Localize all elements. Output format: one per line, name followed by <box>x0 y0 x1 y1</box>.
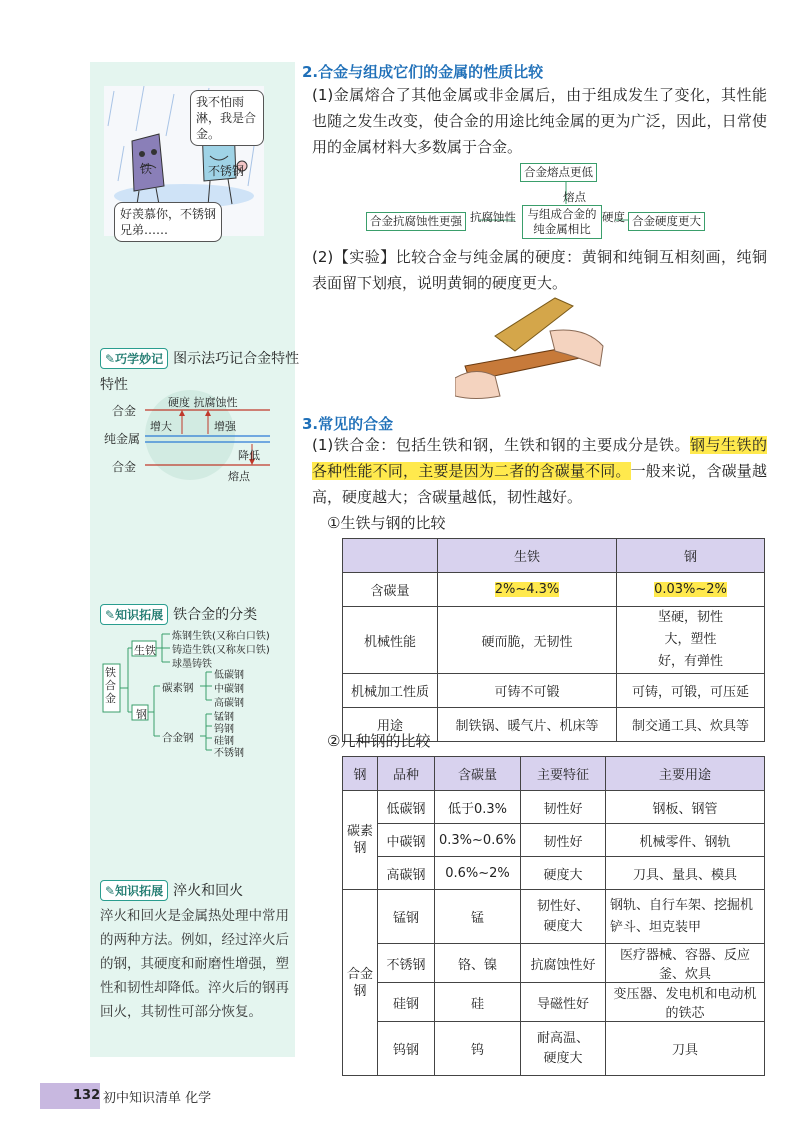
speech-bubble-steel: 我不怕雨淋，我是合金。 <box>190 90 264 146</box>
table-cell: 变压器、发电机和电动机的铁芯 <box>605 983 764 1022</box>
table-cell: 0.6%~2% <box>435 857 521 890</box>
box-hardness-higher: 合金硬度更大 <box>628 212 705 231</box>
table-row <box>343 791 765 824</box>
tip-tag: ✎巧学妙记 <box>100 348 168 369</box>
table-cell: 锰 <box>435 890 521 944</box>
section3-p1: (1)铁合金：包括生铁和钢，生铁和钢的主要成分是铁。钢与生铁的各种性能不同，主要是因为二者的含碳量不同。一般来说，含碳量越高，硬度越大；含碳量越低，韧性越好。 <box>312 436 767 506</box>
table1-title: ①生铁与钢的比较 <box>327 514 446 532</box>
table-row <box>343 890 765 944</box>
tree-alloy-item: 锰钢 <box>214 712 234 723</box>
section2-p2: (2)【实验】比较合金与纯金属的硬度：黄铜和纯铜互相刻画，纯铜表面留下划痕，说明黄铜的硬度更大。 <box>312 248 767 292</box>
diagram-alloy-bottom: 合金 <box>112 460 137 474</box>
tip-title-wrap: 特性 <box>100 377 128 393</box>
diagram-pure-metal: 纯金属 <box>104 432 141 446</box>
label-corrosion: 抗腐蚀性 <box>470 210 516 224</box>
table-cell: 机械加工性质 <box>343 674 438 708</box>
box-melting-lower: 合金熔点更低 <box>520 163 597 182</box>
table-cell: 医疗器械、容器、反应釜、炊具 <box>605 944 764 983</box>
tip-title: 图示法巧记合金特性 <box>173 351 300 367</box>
ext1-tag: ✎知识拓展 <box>100 604 168 625</box>
table-cell: 中碳钢 <box>378 824 435 857</box>
table-cell: 韧性好 <box>520 824 605 857</box>
diagram-melting: 熔点 <box>228 470 250 483</box>
table-header: 主要特征 <box>520 757 605 791</box>
table-row <box>343 674 765 708</box>
ext2-tag: ✎知识拓展 <box>100 880 168 901</box>
table-cell: 韧性好、硬度大 <box>520 890 605 944</box>
book-icon: ✎ <box>105 608 116 622</box>
label-melting: 熔点 <box>563 190 586 204</box>
table-header: 品种 <box>378 757 435 791</box>
table-header <box>343 539 438 573</box>
table-row <box>343 573 765 607</box>
diagram-alloy-top: 合金 <box>112 404 137 418</box>
tree-carbon-item: 低碳钢 <box>214 670 244 681</box>
table-cell: 高碳钢 <box>378 857 435 890</box>
table-cell: 硬而脆，无韧性 <box>438 607 617 674</box>
table-cell: 耐高温、硬度大 <box>520 1022 605 1076</box>
label-stainless-steel: 不锈钢 <box>208 164 245 178</box>
tree-alloy-steel: 合金钢 <box>162 732 194 744</box>
table-cell: 硬度大 <box>520 857 605 890</box>
table-row <box>343 983 765 1022</box>
tree-alloy-item: 不锈钢 <box>214 748 244 759</box>
table-cell: 钨钢 <box>378 1022 435 1076</box>
speech-bubble-iron: 好羡慕你，不锈钢兄弟…… <box>114 202 222 242</box>
table-header: 钢 <box>617 539 765 573</box>
table-cell: 硅 <box>435 983 521 1022</box>
table-cell: 钨 <box>435 1022 521 1076</box>
ext2-text: 淬火和回火是金属热处理中常用的两种方法。例如，经过淬火后的钢，其硬度和耐磨性增强，塑性和韧性却降低。淬火后的钢再回火，其韧性可部分恢复。 <box>100 908 289 1020</box>
label-hardness: 硬度 <box>602 210 625 224</box>
tip-header <box>100 348 299 369</box>
diagram-enhance: 增强 <box>214 420 236 433</box>
table-cell: 韧性好 <box>520 791 605 824</box>
table-cell: 0.03%~2% <box>617 573 765 607</box>
group-carbon-steel: 碳素钢 <box>343 791 378 890</box>
table-cell: 机械零件、钢轨 <box>605 824 764 857</box>
diagram-decrease: 降低 <box>238 449 260 462</box>
ext1-header <box>100 604 257 625</box>
table-cell: 含碳量 <box>343 573 438 607</box>
table2-title: ②几种钢的比较 <box>327 732 431 750</box>
table-row <box>343 1022 765 1076</box>
table-cell: 锰钢 <box>378 890 435 944</box>
section3-heading: 3.常见的合金 <box>302 415 394 433</box>
table-cell: 铬、镍 <box>435 944 521 983</box>
box-center: 与组成合金的纯金属相比 <box>522 205 602 239</box>
ext2-title: 淬火和回火 <box>173 883 244 899</box>
tree-alloy-item: 硅钢 <box>214 736 234 747</box>
table-cell: 刀具、量具、模具 <box>605 857 764 890</box>
table-row <box>343 944 765 983</box>
tree-root: 铁合金 <box>105 666 116 705</box>
steel-types-table <box>342 756 765 1076</box>
group-alloy-steel: 合金钢 <box>343 890 378 1076</box>
table-cell: 坚硬，韧性大，塑性好，有弹性 <box>617 607 765 674</box>
table-cell: 用途 <box>343 708 438 742</box>
table-cell: 硅钢 <box>378 983 435 1022</box>
table-row <box>343 824 765 857</box>
table-cell: 可铸不可锻 <box>438 674 617 708</box>
diagram-increase: 增大 <box>150 420 172 433</box>
section2-heading: 2.合金与组成它们的金属的性质比较 <box>302 63 544 81</box>
tree-pig-item: 铸造生铁(又称灰口铁) <box>172 645 270 656</box>
table-cell: 0.3%~0.6% <box>435 824 521 857</box>
table-cell: 钢轨、自行车架、挖掘机铲斗、坦克装甲 <box>605 890 764 944</box>
table-cell: 抗腐蚀性好 <box>520 944 605 983</box>
table-cell: 钢板、钢管 <box>605 791 764 824</box>
ext2-header <box>100 880 243 901</box>
pig-iron-vs-steel-table <box>342 538 765 742</box>
table-cell: 导磁性好 <box>520 983 605 1022</box>
table-cell: 低碳钢 <box>378 791 435 824</box>
table-cell: 可铸，可锻，可压延 <box>617 674 765 708</box>
table-cell: 2%~4.3% <box>438 573 617 607</box>
table-header-row <box>343 539 765 573</box>
page-number: 132 <box>73 1088 101 1103</box>
tree-carbon-item: 高碳钢 <box>214 698 244 709</box>
table-cell: 不锈钢 <box>378 944 435 983</box>
book-title: 初中知识清单 化学 <box>103 1091 212 1106</box>
table-cell: 低于0.3% <box>435 791 521 824</box>
table-header-row <box>343 757 765 791</box>
tree-pig-item: 炼钢生铁(又称白口铁) <box>172 631 270 642</box>
table-header: 钢 <box>343 757 378 791</box>
table-row <box>343 607 765 674</box>
table-cell: 机械性能 <box>343 607 438 674</box>
lightbulb-icon: ✎ <box>105 352 116 366</box>
table-cell: 制交通工具、炊具等 <box>617 708 765 742</box>
box-corrosion-stronger: 合金抗腐蚀性更强 <box>366 212 466 231</box>
table-cell: 制铁锅、暖气片、机床等 <box>438 708 617 742</box>
table-header: 主要用途 <box>605 757 764 791</box>
tree-carbon-steel: 碳素钢 <box>162 682 194 694</box>
table-header: 含碳量 <box>435 757 521 791</box>
tree-steel: 钢 <box>136 708 147 721</box>
tree-pig-iron: 生铁 <box>134 644 156 657</box>
brass-copper-scratch-illustration <box>455 296 605 406</box>
table-row <box>343 857 765 890</box>
ext1-title: 铁合金的分类 <box>173 607 258 623</box>
label-iron: 铁 <box>140 162 153 176</box>
table-header: 生铁 <box>438 539 617 573</box>
tree-alloy-item: 钨钢 <box>214 724 234 735</box>
tree-carbon-item: 中碳钢 <box>214 684 244 695</box>
diagram-props-top: 硬度 抗腐蚀性 <box>168 396 238 409</box>
table-cell: 刀具 <box>605 1022 764 1076</box>
book-icon: ✎ <box>105 884 116 898</box>
section2-p1: (1)金属熔合了其他金属或非金属后，由于组成发生了变化，其性能也随之发生改变，使合金的用途比纯金属的更为广泛，因此，日常使用的金属材料大多数属于合金。 <box>312 86 767 156</box>
tree-pig-item: 球墨铸铁 <box>172 659 212 670</box>
